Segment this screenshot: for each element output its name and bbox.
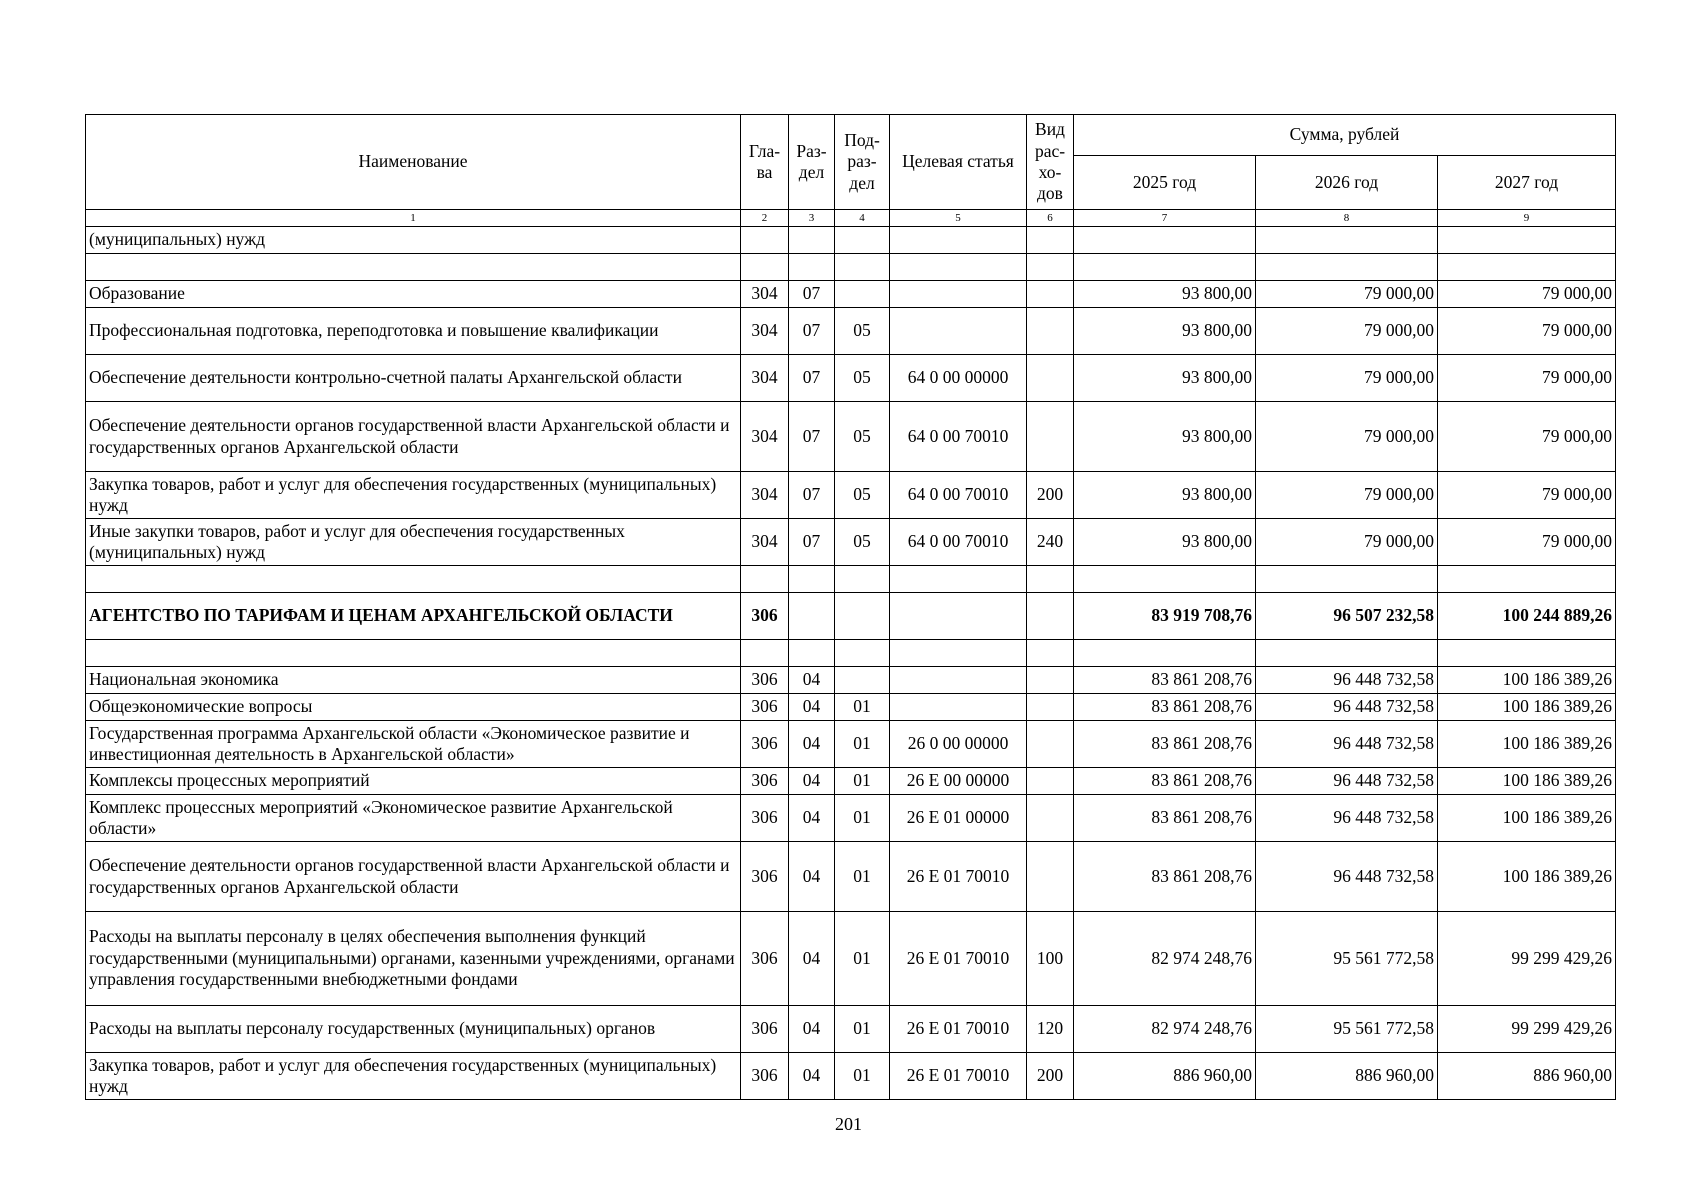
header-razdel: Раз-дел [789,115,835,210]
cell-glava: 304 [741,519,789,566]
cell-s2026: 96 448 732,58 [1256,768,1438,795]
table-row [86,842,1616,912]
table-row [86,795,1616,842]
cell-razdel [789,593,835,640]
cell-s2027: 99 299 429,26 [1438,912,1616,1006]
cell-s2026 [1256,566,1438,593]
cell-s2026: 79 000,00 [1256,402,1438,472]
header-glava: Гла-ва [741,115,789,210]
table-row [86,593,1616,640]
cell-s2026: 96 448 732,58 [1256,795,1438,842]
cell-name: Иные закупки товаров, работ и услуг для обеспечения государственных (муниципальных) нужд [86,519,741,566]
cell-s2025: 93 800,00 [1074,308,1256,355]
cell-name [86,254,741,281]
page-number: 201 [835,1114,862,1134]
cell-razdel: 07 [789,281,835,308]
cell-vr [1027,254,1074,281]
cell-razdel: 04 [789,795,835,842]
cell-s2025: 82 974 248,76 [1074,1006,1256,1053]
col-num: 9 [1438,210,1616,227]
cell-s2027: 100 186 389,26 [1438,795,1616,842]
cell-s2025: 93 800,00 [1074,281,1256,308]
cell-pod: 05 [835,355,890,402]
cell-name: Профессиональная подготовка, переподготовка и повышение квалификации [86,308,741,355]
col-num: 5 [890,210,1027,227]
cell-vr [1027,308,1074,355]
cell-s2025 [1074,640,1256,667]
cell-name: (муниципальных) нужд [86,227,741,254]
cell-pod [835,227,890,254]
cell-razdel: 04 [789,768,835,795]
cell-pod: 01 [835,694,890,721]
cell-pod: 05 [835,402,890,472]
cell-s2025: 93 800,00 [1074,472,1256,519]
cell-name: Обеспечение деятельности контрольно-счетной палаты Архангельской области [86,355,741,402]
cell-razdel: 07 [789,519,835,566]
cell-s2026: 79 000,00 [1256,472,1438,519]
cell-vr [1027,281,1074,308]
cell-glava: 306 [741,1006,789,1053]
cell-razdel [789,640,835,667]
cell-cs: 64 0 00 70010 [890,519,1027,566]
cell-glava [741,254,789,281]
cell-glava: 306 [741,842,789,912]
cell-s2027: 100 186 389,26 [1438,721,1616,768]
col-num: 4 [835,210,890,227]
cell-vr: 200 [1027,472,1074,519]
cell-s2026: 79 000,00 [1256,355,1438,402]
cell-pod: 05 [835,519,890,566]
cell-s2027 [1438,566,1616,593]
cell-cs: 26 Е 01 70010 [890,912,1027,1006]
cell-glava: 306 [741,1053,789,1100]
table-row [86,254,1616,281]
cell-vr [1027,694,1074,721]
cell-vr [1027,227,1074,254]
cell-cs [890,640,1027,667]
cell-glava [741,566,789,593]
cell-cs: 26 Е 01 70010 [890,1053,1027,1100]
cell-vr [1027,593,1074,640]
cell-s2027: 886 960,00 [1438,1053,1616,1100]
table-row [86,308,1616,355]
cell-s2027: 100 186 389,26 [1438,667,1616,694]
cell-pod [835,593,890,640]
cell-s2027: 99 299 429,26 [1438,1006,1616,1053]
cell-cs [890,227,1027,254]
budget-table [85,114,1616,1100]
table-row [86,1006,1616,1053]
cell-name: Национальная экономика [86,667,741,694]
cell-name [86,566,741,593]
cell-vr: 120 [1027,1006,1074,1053]
cell-s2026: 79 000,00 [1256,281,1438,308]
table-row [86,355,1616,402]
cell-vr [1027,667,1074,694]
cell-name: Обеспечение деятельности органов государственной власти Архангельской области и государственных органов Архангельской области [86,402,741,472]
cell-name: Общеэкономические вопросы [86,694,741,721]
col-num: 6 [1027,210,1074,227]
cell-glava: 306 [741,593,789,640]
cell-s2025: 83 919 708,76 [1074,593,1256,640]
cell-s2027: 79 000,00 [1438,308,1616,355]
cell-cs: 64 0 00 70010 [890,472,1027,519]
cell-s2026: 886 960,00 [1256,1053,1438,1100]
header-tselevaya: Целевая статья [890,115,1027,210]
cell-pod [835,566,890,593]
cell-cs [890,254,1027,281]
cell-s2025 [1074,566,1256,593]
cell-vr [1027,721,1074,768]
table-row [86,667,1616,694]
cell-glava: 304 [741,402,789,472]
cell-glava: 306 [741,768,789,795]
cell-cs: 64 0 00 70010 [890,402,1027,472]
cell-cs [890,308,1027,355]
cell-razdel: 07 [789,402,835,472]
cell-razdel: 04 [789,912,835,1006]
cell-vr [1027,402,1074,472]
cell-name: Государственная программа Архангельской области «Экономическое развитие и инвестиционная деятельность в Архангельской области» [86,721,741,768]
cell-s2027 [1438,640,1616,667]
cell-pod: 01 [835,1053,890,1100]
table-row [86,227,1616,254]
cell-glava: 306 [741,667,789,694]
cell-cs: 26 Е 00 00000 [890,768,1027,795]
cell-glava [741,640,789,667]
cell-vr [1027,842,1074,912]
cell-razdel [789,227,835,254]
cell-glava: 306 [741,694,789,721]
cell-s2027: 79 000,00 [1438,519,1616,566]
cell-s2025: 93 800,00 [1074,519,1256,566]
cell-razdel: 07 [789,308,835,355]
cell-vr: 240 [1027,519,1074,566]
cell-s2025: 82 974 248,76 [1074,912,1256,1006]
cell-s2025: 93 800,00 [1074,402,1256,472]
cell-s2027 [1438,254,1616,281]
table-row [86,640,1616,667]
cell-razdel: 04 [789,667,835,694]
col-num: 1 [86,210,741,227]
cell-name: Обеспечение деятельности органов государственной власти Архангельской области и государственных органов Архангельской области [86,842,741,912]
cell-pod: 01 [835,795,890,842]
cell-pod: 01 [835,1006,890,1053]
header-podrazdel: Под-раз-дел [835,115,890,210]
cell-razdel [789,254,835,281]
table-row [86,566,1616,593]
cell-s2027: 79 000,00 [1438,281,1616,308]
cell-s2025: 83 861 208,76 [1074,768,1256,795]
cell-cs [890,281,1027,308]
cell-glava: 304 [741,472,789,519]
cell-cs: 26 Е 01 70010 [890,842,1027,912]
cell-pod: 01 [835,912,890,1006]
cell-pod [835,640,890,667]
cell-cs: 26 0 00 00000 [890,721,1027,768]
table-row [86,472,1616,519]
col-num: 2 [741,210,789,227]
cell-s2025 [1074,227,1256,254]
cell-s2026: 96 448 732,58 [1256,694,1438,721]
cell-glava: 306 [741,795,789,842]
table-row [86,519,1616,566]
cell-s2026: 79 000,00 [1256,519,1438,566]
cell-s2027: 79 000,00 [1438,402,1616,472]
cell-s2025: 83 861 208,76 [1074,842,1256,912]
cell-razdel: 07 [789,472,835,519]
cell-s2026 [1256,254,1438,281]
table-row [86,768,1616,795]
cell-s2027: 79 000,00 [1438,472,1616,519]
cell-cs: 26 Е 01 70010 [890,1006,1027,1053]
cell-s2026: 96 448 732,58 [1256,721,1438,768]
table-row [86,912,1616,1006]
cell-s2026 [1256,227,1438,254]
cell-cs [890,694,1027,721]
cell-s2027: 79 000,00 [1438,355,1616,402]
cell-vr [1027,566,1074,593]
cell-s2025: 83 861 208,76 [1074,694,1256,721]
cell-s2025 [1074,254,1256,281]
cell-vr [1027,640,1074,667]
cell-pod [835,254,890,281]
header-name: Наименование [86,115,741,210]
cell-razdel: 04 [789,1006,835,1053]
cell-pod: 05 [835,308,890,355]
table-row [86,694,1616,721]
cell-glava: 306 [741,912,789,1006]
cell-s2025: 83 861 208,76 [1074,721,1256,768]
header-year-2025: 2025 год [1074,156,1256,210]
cell-name: Комплекс процессных мероприятий «Экономическое развитие Архангельской области» [86,795,741,842]
cell-vr [1027,355,1074,402]
cell-s2026 [1256,640,1438,667]
cell-razdel: 04 [789,1053,835,1100]
cell-cs: 64 0 00 00000 [890,355,1027,402]
cell-s2026: 96 507 232,58 [1256,593,1438,640]
cell-pod: 01 [835,842,890,912]
cell-razdel: 04 [789,842,835,912]
cell-s2025: 886 960,00 [1074,1053,1256,1100]
cell-pod [835,667,890,694]
col-num: 7 [1074,210,1256,227]
cell-pod: 05 [835,472,890,519]
cell-vr: 100 [1027,912,1074,1006]
cell-glava [741,227,789,254]
cell-s2026: 79 000,00 [1256,308,1438,355]
table-row [86,281,1616,308]
cell-name: Комплексы процессных мероприятий [86,768,741,795]
table-row [86,721,1616,768]
cell-s2027: 100 186 389,26 [1438,768,1616,795]
cell-razdel [789,566,835,593]
cell-name: Образование [86,281,741,308]
cell-s2027: 100 186 389,26 [1438,842,1616,912]
cell-razdel: 04 [789,721,835,768]
cell-s2027: 100 244 889,26 [1438,593,1616,640]
cell-s2026: 95 561 772,58 [1256,1006,1438,1053]
cell-name: Закупка товаров, работ и услуг для обеспечения государственных (муниципальных) нужд [86,1053,741,1100]
cell-name: Расходы на выплаты персоналу государственных (муниципальных) органов [86,1006,741,1053]
col-num: 3 [789,210,835,227]
cell-s2026: 96 448 732,58 [1256,842,1438,912]
cell-pod [835,281,890,308]
cell-cs: 26 Е 01 00000 [890,795,1027,842]
cell-cs [890,667,1027,694]
cell-razdel: 07 [789,355,835,402]
cell-glava: 306 [741,721,789,768]
header-year-2027: 2027 год [1438,156,1616,210]
cell-vr: 200 [1027,1053,1074,1100]
col-num: 8 [1256,210,1438,227]
table-row [86,1053,1616,1100]
cell-name [86,640,741,667]
cell-glava: 304 [741,281,789,308]
header-year-2026: 2026 год [1256,156,1438,210]
table-row [86,402,1616,472]
cell-glava: 304 [741,308,789,355]
cell-pod: 01 [835,721,890,768]
cell-cs [890,566,1027,593]
column-number-row [86,210,1616,227]
header-summa: Сумма, рублей [1074,115,1616,156]
cell-s2025: 83 861 208,76 [1074,667,1256,694]
cell-glava: 304 [741,355,789,402]
cell-s2025: 83 861 208,76 [1074,795,1256,842]
cell-name: Расходы на выплаты персоналу в целях обеспечения выполнения функций государственными (муниципальными) органами, казенными учреждениями, органами управления государственными внебюджетными фондами [86,912,741,1006]
cell-s2026: 96 448 732,58 [1256,667,1438,694]
cell-s2027 [1438,227,1616,254]
cell-cs [890,593,1027,640]
cell-vr [1027,795,1074,842]
cell-pod: 01 [835,768,890,795]
header-vid: Вид рас-хо-дов [1027,115,1074,210]
cell-s2026: 95 561 772,58 [1256,912,1438,1006]
cell-vr [1027,768,1074,795]
cell-razdel: 04 [789,694,835,721]
cell-s2025: 93 800,00 [1074,355,1256,402]
cell-s2027: 100 186 389,26 [1438,694,1616,721]
cell-name: Закупка товаров, работ и услуг для обеспечения государственных (муниципальных) нужд [86,472,741,519]
cell-name: АГЕНТСТВО ПО ТАРИФАМ И ЦЕНАМ АРХАНГЕЛЬСКОЙ ОБЛАСТИ [86,593,741,640]
